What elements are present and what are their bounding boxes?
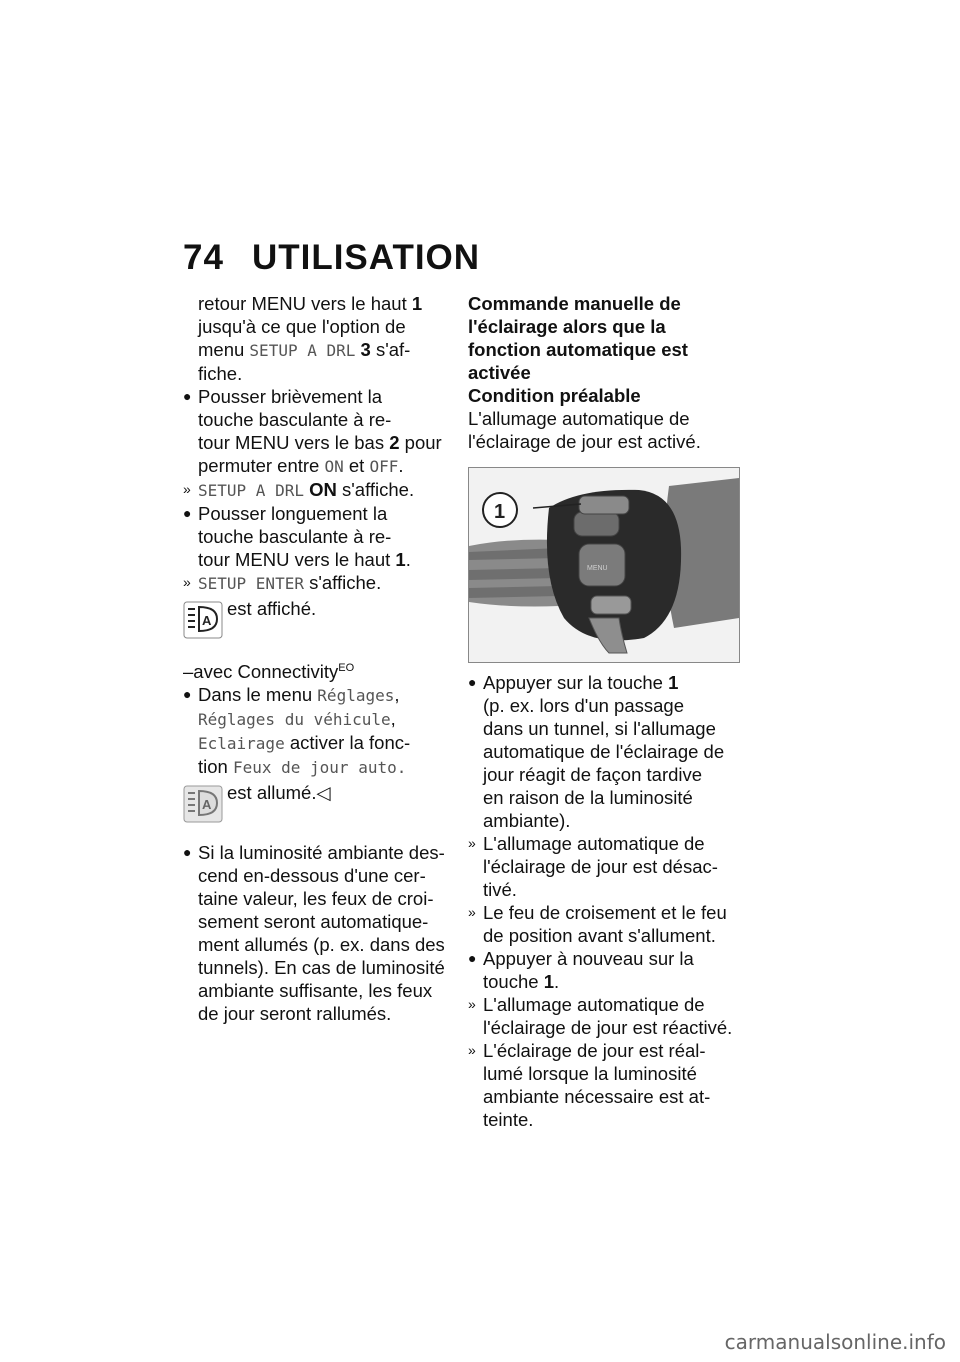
icon-letter: A [202, 613, 212, 628]
auto-light-indicator-icon [183, 785, 223, 823]
text: dans un tunnel, si l'allumage [483, 718, 716, 739]
result-arrow-icon: » [183, 481, 191, 497]
text: Appuyer sur la touche [483, 672, 669, 693]
text: est allumé. [227, 782, 317, 803]
text: . [553, 971, 560, 992]
text: touche basculante à re- [198, 526, 392, 547]
text: ambiante). [483, 810, 571, 831]
result-arrow-icon: » [468, 904, 476, 920]
text: s'affiche. [336, 479, 415, 500]
text: et [343, 455, 370, 476]
ref-number: 2 [389, 432, 400, 453]
right-column [468, 292, 743, 1131]
display-value: ON [309, 479, 337, 500]
bullet-icon: ● [468, 674, 477, 690]
text: est affiché. [227, 598, 317, 619]
text: menu [198, 339, 250, 360]
bullet-item [183, 502, 451, 571]
text: en raison de la luminosité [483, 787, 693, 808]
bullet-icon: ● [183, 844, 192, 860]
bullet-item [468, 671, 743, 832]
result-arrow-icon: » [468, 996, 476, 1012]
callout-number: 1 [494, 501, 506, 523]
text: , [390, 708, 396, 729]
text: s'affiche. [303, 572, 382, 593]
text: lumé lorsque la luminosité [483, 1063, 697, 1084]
icon-note [183, 781, 451, 827]
left-column [183, 292, 451, 1025]
page-header [183, 238, 480, 278]
continued-paragraph [183, 292, 451, 385]
result-item [468, 832, 743, 901]
result-arrow-icon: » [468, 1042, 476, 1058]
display-text: OFF [369, 457, 399, 476]
bullet-item [183, 683, 451, 779]
menu-path: Feux de jour auto. [232, 758, 407, 777]
text: teinte. [483, 1109, 534, 1130]
text: de position avant s'allument. [483, 925, 716, 946]
text: retour MENU vers le haut [198, 293, 412, 314]
icon-note [183, 597, 451, 643]
display-text: SETUP A DRL [198, 481, 304, 500]
result-item [468, 993, 743, 1039]
icon-letter: A [202, 797, 212, 812]
ref-number: 3 [360, 339, 371, 360]
text: l'éclairage de jour est activé. [468, 431, 701, 452]
display-text: SETUP A DRL [249, 341, 356, 360]
text: automatique de l'éclairage de [483, 741, 725, 762]
text: l'éclairage de jour est réactivé. [483, 1017, 733, 1038]
text: fiche. [198, 363, 243, 384]
text: touche basculante à re- [198, 409, 392, 430]
heading-line: fonction automatique est [468, 339, 688, 360]
text: L'allumage automatique de [483, 994, 705, 1015]
menu-path: Eclairage [198, 734, 285, 753]
text: tunnels). En cas de luminosité [198, 957, 445, 978]
bullet-icon: ● [183, 686, 192, 702]
text: tion [198, 756, 233, 777]
display-text: ON [324, 457, 344, 476]
text: l'éclairage de jour est désac- [483, 856, 718, 877]
text: Le feu de croisement et le feu [483, 902, 727, 923]
equipment-code: EO [338, 662, 355, 674]
result-item [183, 571, 451, 595]
text: Pousser longuement la [198, 503, 388, 524]
text: pour [399, 432, 442, 453]
text: tour MENU vers le bas [198, 432, 390, 453]
heading-line: activée [468, 362, 531, 383]
text: , [394, 684, 400, 705]
ref-number: 1 [395, 549, 406, 570]
section-heading [468, 292, 743, 384]
text: tour MENU vers le haut [198, 549, 396, 570]
auto-light-indicator-icon [183, 601, 223, 639]
text: L'allumage automatique de [468, 408, 690, 429]
text: s'af- [370, 339, 411, 360]
text: L'éclairage de jour est réal- [483, 1040, 706, 1061]
text: taine valeur, les feux de croi- [198, 888, 434, 909]
text: cend en-dessous d'une cer- [198, 865, 426, 886]
ref-number: 1 [411, 293, 423, 314]
bullet-icon: ● [468, 950, 477, 966]
result-arrow-icon: » [468, 835, 476, 851]
menu-path: Réglages du véhicule [198, 710, 391, 729]
page-title: UTILISATION [251, 238, 481, 277]
text: . [398, 455, 404, 476]
display-text: SETUP ENTER [198, 574, 304, 593]
bullet-icon: ● [183, 388, 192, 404]
result-item [183, 478, 451, 502]
result-item [468, 901, 743, 947]
handlebar-switch-photo [468, 467, 740, 663]
text: touche [483, 971, 544, 992]
text: de jour seront rallumés. [198, 1003, 392, 1024]
text: L'allumage automatique de [483, 833, 705, 854]
text: Dans le menu [198, 684, 318, 705]
watermark-link[interactable]: carmanualsonline.info [724, 1330, 946, 1354]
result-item [468, 1039, 743, 1131]
page-number: 74 [183, 238, 224, 277]
menu-path: Réglages [317, 686, 395, 705]
menu-label: MENU [587, 565, 608, 572]
ref-number: 1 [668, 672, 679, 693]
text: –avec Connectivity [183, 661, 339, 682]
text: sement seront automatique- [198, 911, 429, 932]
text: jour réagit de façon tardive [483, 764, 703, 785]
bullet-icon: ● [183, 505, 192, 521]
text: Appuyer à nouveau sur la [483, 948, 694, 969]
bullet-item [468, 947, 743, 993]
text: . [405, 549, 411, 570]
text: jusqu'à ce que l'option de [198, 316, 406, 337]
equipment-condition [183, 657, 451, 683]
end-mark-icon: ◁ [316, 782, 331, 803]
text: activer la fonc- [284, 732, 411, 753]
text: permuter entre [198, 455, 325, 476]
text: Pousser brièvement la [198, 386, 383, 407]
result-arrow-icon: » [183, 574, 191, 590]
ref-number: 1 [543, 971, 554, 992]
heading-line: l'éclairage alors que la [468, 316, 666, 337]
bullet-item [183, 385, 451, 478]
text: tivé. [483, 879, 517, 900]
text: ambiante nécessaire est at- [483, 1086, 711, 1107]
text: ment allumés (p. ex. dans des [198, 934, 445, 955]
text: (p. ex. lors d'un passage [483, 695, 684, 716]
text: ambiante suffisante, les feux [198, 980, 433, 1001]
heading-line: Commande manuelle de [468, 293, 681, 314]
prerequisite-heading: Condition préalable [468, 385, 641, 406]
text: Si la luminosité ambiante des- [198, 842, 445, 863]
bullet-item [183, 841, 451, 1025]
